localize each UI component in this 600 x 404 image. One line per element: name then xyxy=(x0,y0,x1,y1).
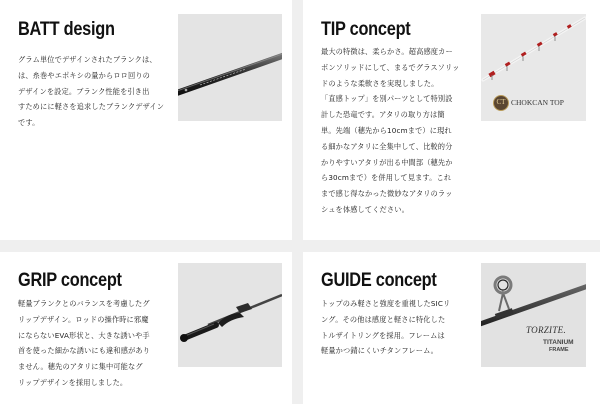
tip-line: 単。先端（穂先から10cmまで）に現れ xyxy=(321,125,452,135)
guide-line: 軽量かつ錆にくいチタンフレーム。 xyxy=(321,346,438,356)
guide-concept-card xyxy=(303,252,600,404)
guide-photo xyxy=(481,263,586,367)
grip-line: リップデザインを採用しました。 xyxy=(18,377,128,387)
guide-line: トップのみ軽さと強度を重視したSICリ xyxy=(321,299,451,308)
tip-line: ら30cmまで）を併用して見ます。これ xyxy=(321,173,452,183)
guide-line: ング。その他は感度と軽さに特化した xyxy=(321,314,446,324)
tip-line: 「直感トップ」を別パーツとして特別設 xyxy=(321,94,453,104)
grip-concept-title: GRIP concept xyxy=(18,270,122,291)
tip-line: ボンソリッドにして、まるでグラスソリッ xyxy=(321,62,460,72)
grip-photo xyxy=(178,263,282,367)
batt-line: です。 xyxy=(18,118,40,128)
frame-label: FRAME xyxy=(549,347,569,353)
grip-line: ません。穂先のアタリに集中可能なグ xyxy=(18,362,143,372)
grip-concept-text xyxy=(18,296,150,391)
tip-line: る細かなアタリに全集中して、比較的分 xyxy=(321,141,453,151)
guide-concept-title: GUIDE concept xyxy=(321,270,437,291)
grip-line: 首を使った細かな誘いにも違和感があり xyxy=(18,346,151,356)
batt-line: は、糸巻やエポキシの量からロロ回りの xyxy=(18,70,151,80)
batt-design-title: BATT design xyxy=(18,19,115,40)
grip-line: リップデザイン。ロッドの操作時に邪魔 xyxy=(18,314,149,324)
batt-design-card xyxy=(0,0,292,240)
grip-concept-card xyxy=(0,252,292,404)
chokcan-top-label: CHOKCAN TOP xyxy=(511,98,564,107)
tip-line: かりやすいアタリが出る中間部（穂先か xyxy=(321,157,453,167)
tip-photo xyxy=(481,14,586,121)
batt-blank-photo xyxy=(178,14,282,121)
batt-line: グラム単位でデザインされたブランクは、 xyxy=(18,55,157,64)
tip-line: シュを体感してください。 xyxy=(321,204,409,214)
grip-line: にならないEVA形状と、大きな誘いや手 xyxy=(18,330,150,340)
torzite-brand-label: TORZITE. xyxy=(526,325,566,335)
batt-line: デザインを設定。ブランク性能を引き出 xyxy=(18,86,150,96)
titanium-label: TITANIUM xyxy=(543,339,574,346)
batt-line: すためにに軽さを追求したブランクデザイン xyxy=(18,102,165,112)
guide-concept-text xyxy=(321,296,450,359)
tip-line: まで感じ得なかった微妙なアタリのラッ xyxy=(321,189,453,199)
tip-line: ドのような柔軟さを実現しました。 xyxy=(321,78,439,88)
batt-design-text xyxy=(18,52,164,131)
guide-line: トルザイトリングを採用。フレームは xyxy=(321,330,445,340)
grip-line: 軽量ブランクとのバランスを考慮したグ xyxy=(18,299,150,308)
chokcan-logo-icon: CT xyxy=(493,95,509,111)
tip-line: 計した恐竜です。アタリの取り方は簡 xyxy=(321,110,445,120)
tip-concept-text xyxy=(321,44,459,218)
tip-concept-title: TIP concept xyxy=(321,19,411,40)
tip-line: 最大の特徴は、柔らかさ。超高感度カー xyxy=(321,47,453,56)
tip-concept-card xyxy=(303,0,600,240)
